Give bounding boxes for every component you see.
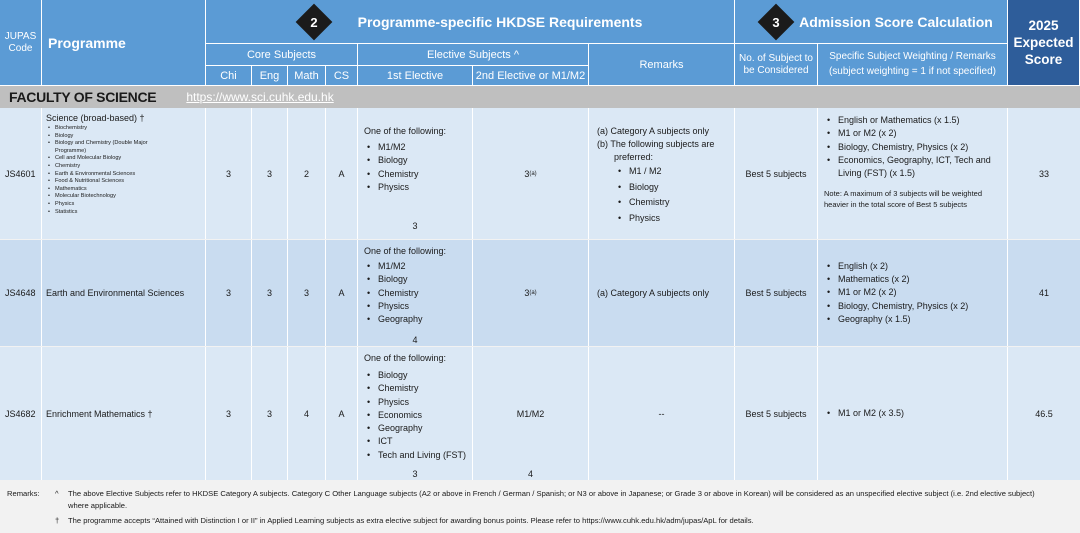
num-subjects: Best 5 subjects	[745, 288, 807, 298]
list-item: • Geography	[364, 422, 472, 435]
math-cell	[288, 240, 326, 346]
list-item: • English (x 2)	[824, 260, 968, 273]
score-cell	[1008, 108, 1080, 239]
list-item: • M1 or M2 (x 2)	[824, 286, 968, 299]
eng-label: Eng	[259, 69, 280, 82]
eng-cell	[252, 108, 288, 239]
score-cell	[1008, 347, 1080, 480]
math-cell	[288, 108, 326, 239]
cs-cell	[326, 347, 358, 480]
elective-level: 4	[412, 335, 418, 345]
chi-cell	[206, 240, 252, 346]
list-item: • Chemistry	[364, 287, 472, 300]
cs-level: A	[338, 288, 345, 298]
weighting-cell	[818, 108, 1008, 239]
num-subjects: Best 5 subjects	[745, 408, 807, 419]
second-elective-cell	[473, 240, 589, 346]
first-elective-cell	[358, 347, 473, 480]
stream-list	[46, 125, 205, 216]
faculty-name: FACULTY OF SCIENCE	[9, 89, 157, 105]
cs-label: CS	[333, 69, 350, 82]
header-second-elective	[473, 66, 589, 86]
programme-label: Programme	[48, 34, 126, 51]
list-item: • Chemistry	[364, 382, 472, 395]
remark-a: (a) Category A subjects only	[597, 288, 710, 298]
header-expected-score	[1008, 0, 1080, 86]
weighting-line1: Specific Subject Weighting / Remarks	[829, 51, 996, 62]
list-item: • Biology	[364, 154, 472, 167]
second-elective-level: M1/M2	[516, 408, 545, 419]
header-jupas-code	[0, 0, 42, 86]
list-item: • Molecular Biotechnology	[46, 193, 205, 201]
list-item: • Biology	[364, 369, 472, 382]
second-elective-level: 3	[524, 288, 530, 298]
footer-label: Remarks:	[7, 489, 40, 498]
header-cs	[326, 66, 358, 86]
programme-name: Earth and Environmental Sciences	[46, 288, 185, 298]
second-elective-min-level: 4	[527, 469, 533, 479]
jupas-code-cell	[0, 347, 42, 480]
weighting-cell	[818, 240, 1008, 346]
math-label: Math	[294, 69, 319, 82]
first-elective-label: 1st Elective	[386, 69, 444, 82]
list-item: • Geography	[364, 313, 472, 326]
remarks-cell	[589, 108, 735, 239]
list-item: • Physics	[46, 201, 205, 209]
header-no-of-subject	[735, 44, 818, 86]
list-item: • English or Mathematics (x 1.5)	[824, 114, 1003, 127]
chi-cell	[206, 347, 252, 480]
header-remarks	[589, 44, 735, 86]
footnote-marker: (a)	[529, 170, 537, 177]
elective-level: 3	[412, 221, 418, 231]
math-level: 4	[303, 408, 309, 419]
elective-level: 3	[412, 469, 418, 479]
list-item: • Biology	[46, 133, 205, 141]
weighting-note: Note: A maximum of 3 subjects will be weighted heavier in the total score of Best 5 subjects	[824, 189, 982, 210]
remark-text: --	[658, 408, 665, 419]
list-item: • ICT	[364, 435, 472, 448]
num-subjects-cell	[735, 240, 818, 346]
score-cell	[1008, 240, 1080, 346]
elective-list	[364, 141, 472, 194]
math-cell	[288, 347, 326, 480]
list-item: • Biology, Chemistry, Physics (x 2)	[824, 300, 968, 313]
second-elective-label: 2nd Elective or M1/M2	[475, 69, 586, 82]
remark-list	[615, 164, 730, 226]
caret-marker: ^	[55, 489, 59, 498]
list-item: • Cell and Molecular Biology	[46, 155, 205, 163]
list-item: • Geography (x 1.5)	[824, 313, 968, 326]
second-elective-cell	[473, 108, 589, 239]
jupas-code: JS4648	[5, 288, 36, 298]
math-level: 2	[303, 168, 309, 179]
elective-list	[364, 260, 472, 326]
expected-score: 46.5	[1035, 408, 1053, 419]
programme-cell	[42, 347, 206, 480]
dagger-marker: †	[55, 516, 60, 525]
table-row	[0, 108, 1080, 239]
list-item: • Physics	[364, 300, 472, 313]
dagger-note: The programme accepts “Attained with Distinction I or II” in Applied Learning subjects as extra elective subject for awarding bonus points. Please refer to https://www.cuhk.edu.hk/adm/jupas/ApL for details.	[68, 516, 754, 525]
header-eng	[252, 66, 288, 86]
num-subjects-cell	[735, 347, 818, 480]
list-item: • Chemistry	[615, 195, 730, 211]
programme-cell	[42, 240, 206, 346]
eng-cell	[252, 347, 288, 480]
caret-note: The above Elective Subjects refer to HKDSE Category A subjects. Category C Other Language subjects (A2 or above in French / German / Spanish; or N3 or above in Japanese; or Grade 3 or above in Korean) will be considered as an unspecified elective subject (i.e. 2nd elective subject) where applicable.	[68, 489, 1035, 510]
remark-b: (b) The following subjects are preferred:	[597, 139, 715, 162]
list-item: • Mathematics	[46, 186, 205, 194]
header-chi	[206, 66, 252, 86]
num-subjects: Best 5 subjects	[745, 168, 807, 179]
list-item: • Biology	[364, 273, 472, 286]
header-core-subjects	[206, 44, 358, 66]
jupas-code-cell	[0, 240, 42, 346]
list-item: • Biology	[615, 180, 730, 196]
remark-a: (a) Category A subjects only	[597, 126, 710, 136]
first-elective-cell	[358, 108, 473, 239]
eng-level: 3	[266, 408, 272, 419]
remarks-label: Remarks	[639, 58, 684, 71]
chi-label: Chi	[220, 69, 237, 82]
list-item: • M1 or M2 (x 3.5)	[824, 407, 904, 420]
jupas-code-cell	[0, 108, 42, 239]
cs-level: A	[338, 168, 345, 179]
core-subjects-label: Core Subjects	[246, 48, 317, 61]
list-item: • Economics, Geography, ICT, Tech and Living (FST) (x 1.5)	[824, 154, 1003, 181]
elective-intro: One of the following:	[364, 246, 447, 256]
list-item: • Biology, Chemistry, Physics (x 2)	[824, 141, 1003, 154]
eng-cell	[252, 240, 288, 346]
jupas-code: JS4601	[5, 168, 36, 179]
list-item: • Food & Nutritional Sciences	[46, 178, 205, 186]
section3-title: Admission Score Calculation	[799, 13, 993, 30]
eng-level: 3	[266, 288, 272, 298]
list-item: • Physics	[364, 396, 472, 409]
elective-subjects-label: Elective Subjects ^	[427, 48, 519, 61]
list-item: • Mathematics (x 2)	[824, 273, 968, 286]
list-item: • Physics	[615, 211, 730, 227]
weighting-list	[824, 407, 904, 420]
elective-intro: One of the following:	[364, 126, 447, 136]
footer-remarks	[0, 481, 1080, 533]
header-section2	[206, 0, 735, 44]
elective-list	[364, 369, 472, 462]
chi-level: 3	[225, 288, 231, 298]
list-item: • M1/M2	[364, 260, 472, 273]
weighting-list	[824, 114, 1003, 180]
no-of-subject-label: No. of Subject to be Considered	[739, 52, 813, 76]
list-item: • Economics	[364, 409, 472, 422]
section2-title: Programme-specific HKDSE Requirements	[357, 13, 643, 30]
jupas-code: JS4682	[5, 408, 36, 419]
weighting-line2: (subject weighting = 1 if not specified)	[828, 66, 997, 77]
num-subjects-cell	[735, 108, 818, 239]
section2-number: 2	[310, 14, 318, 30]
list-item: • Biology and Chemistry (Double Major Programme)	[46, 140, 205, 155]
eng-level: 3	[266, 168, 272, 179]
remarks-cell	[589, 240, 735, 346]
list-item: • Tech and Living (FST)	[364, 449, 472, 462]
header-elective-subjects	[358, 44, 589, 66]
list-item: • Chemistry	[46, 163, 205, 171]
cs-cell	[326, 108, 358, 239]
table-row	[0, 347, 1080, 480]
header-math	[288, 66, 326, 86]
list-item: • Statistics	[46, 209, 205, 217]
list-item: • Chemistry	[364, 168, 472, 181]
chi-cell	[206, 108, 252, 239]
second-elective-level: 3	[524, 168, 530, 179]
expected-score-label: 2025 Expected Score	[1013, 18, 1074, 67]
programme-name: Enrichment Mathematics †	[46, 408, 153, 419]
header-first-elective	[358, 66, 473, 86]
list-item: • M1 / M2	[615, 164, 730, 180]
cs-cell	[326, 240, 358, 346]
programme-name: Science (broad-based) †	[46, 113, 145, 123]
section3-number: 3	[772, 14, 780, 30]
faculty-url-link[interactable]: https://www.sci.cuhk.edu.hk	[186, 90, 334, 104]
list-item: • M1/M2	[364, 141, 472, 154]
list-item: • Earth & Environmental Sciences	[46, 171, 205, 179]
list-item: • Biochemistry	[46, 125, 205, 133]
expected-score: 41	[1038, 288, 1049, 298]
chi-level: 3	[225, 168, 231, 179]
expected-score: 33	[1038, 168, 1049, 179]
jupas-code-label: JUPAS Code	[4, 30, 37, 54]
weighting-list	[824, 260, 968, 326]
list-item: • M1 or M2 (x 2)	[824, 127, 1003, 140]
first-elective-cell	[358, 240, 473, 346]
remarks-cell	[589, 347, 735, 480]
elective-intro: One of the following:	[364, 353, 447, 363]
footnote-marker: (a)	[529, 290, 537, 296]
table-row	[0, 240, 1080, 346]
cs-level: A	[338, 408, 345, 419]
weighting-cell	[818, 347, 1008, 480]
faculty-bar	[0, 86, 1080, 108]
math-level: 3	[303, 288, 309, 298]
chi-level: 3	[225, 408, 231, 419]
header-programme	[42, 0, 206, 86]
header-weighting	[818, 44, 1008, 86]
list-item: • Physics	[364, 181, 472, 194]
programme-cell	[42, 108, 206, 239]
second-elective-cell	[473, 347, 589, 480]
